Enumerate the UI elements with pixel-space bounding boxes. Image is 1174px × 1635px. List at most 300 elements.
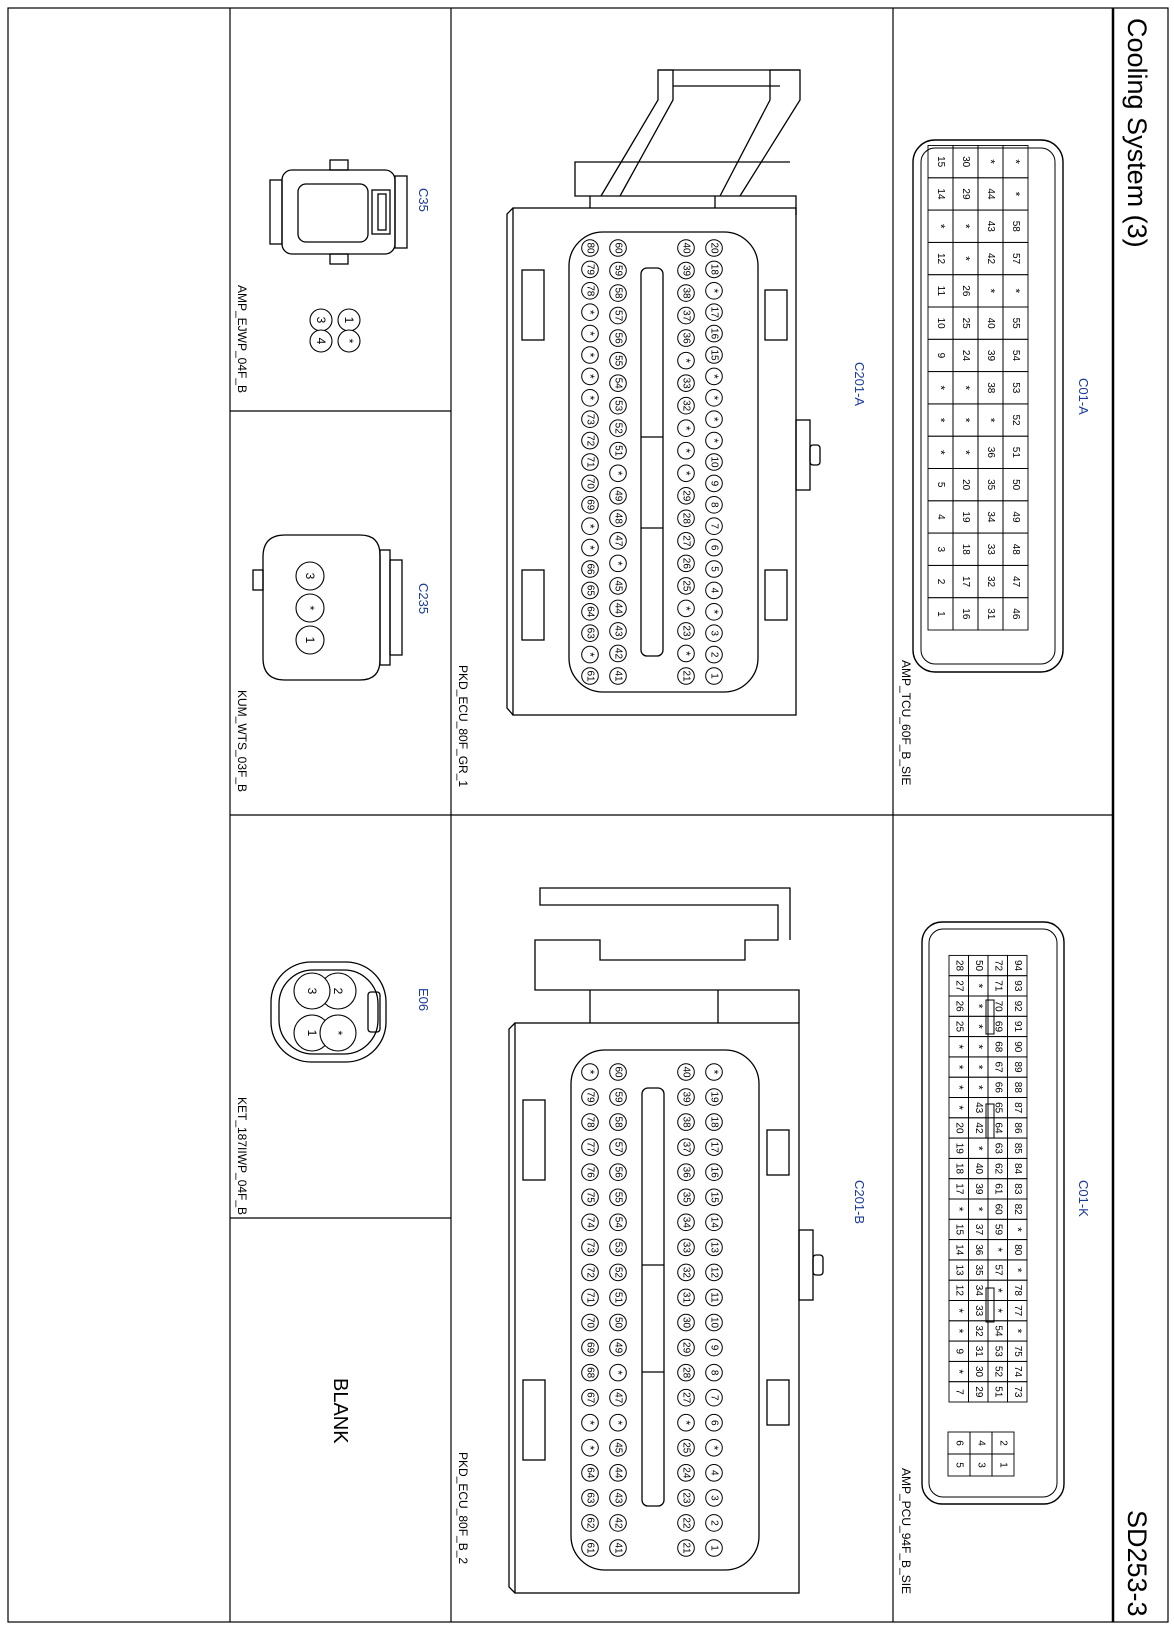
c01k-cell-label: * bbox=[990, 1247, 1005, 1253]
connector-c235 bbox=[235, 535, 431, 792]
c201b-pin-label: 12 bbox=[708, 1266, 720, 1278]
c201a-pin-label: * bbox=[679, 606, 693, 611]
c201b-pin-label: * bbox=[611, 1370, 625, 1375]
c01k-cell-label: 15 bbox=[953, 1223, 965, 1236]
c01k-cell-label: 57 bbox=[992, 1264, 1004, 1276]
c201b-pin-label: 6 bbox=[708, 1419, 720, 1426]
c01k-cell-label: * bbox=[971, 1145, 986, 1151]
c201b-pin-label: 62 bbox=[584, 1517, 596, 1529]
c01k-cell-label: 43 bbox=[972, 1102, 984, 1114]
e06-pin-label: 1 bbox=[305, 1029, 319, 1037]
c01k-cell-label: * bbox=[951, 1105, 966, 1110]
c201a-pin-label: 78 bbox=[584, 285, 596, 297]
c201a-pin-label: 23 bbox=[680, 625, 692, 637]
c201b-pin-label: 2 bbox=[708, 1520, 720, 1526]
c01a-cell-label: 26 bbox=[960, 285, 971, 297]
c01k-cell-label: * bbox=[1010, 1267, 1025, 1273]
c201b-pin-label: 50 bbox=[612, 1316, 624, 1329]
c201a-pin-label: * bbox=[707, 609, 721, 615]
c01a-cell-label: 15 bbox=[935, 156, 946, 168]
c201b-part: PKD_ECU_80F_B_2 bbox=[456, 1452, 470, 1565]
c01a-cell-label: 19 bbox=[960, 511, 971, 523]
c201a-pin-label: 28 bbox=[680, 512, 692, 524]
c201b-pin-label: 24 bbox=[680, 1467, 692, 1479]
c35-id: C35 bbox=[416, 188, 431, 212]
connector-c201b bbox=[456, 888, 867, 1593]
c201a-pin-label: 44 bbox=[612, 602, 624, 614]
c01k-cell-label: 69 bbox=[992, 1020, 1004, 1033]
c01k-cell-label: 80 bbox=[1011, 1244, 1023, 1256]
c01k-cell-label: 88 bbox=[1011, 1081, 1023, 1093]
c01a-cell-label: * bbox=[1008, 159, 1023, 164]
c201a-pin-label: 53 bbox=[612, 400, 624, 412]
c01k-cell-label: * bbox=[971, 1064, 986, 1070]
c201a-pin-label: 26 bbox=[680, 557, 692, 569]
c01k-cell-label: * bbox=[951, 1085, 966, 1090]
connector-c35 bbox=[235, 160, 431, 393]
c201a-pin-label: 52 bbox=[612, 422, 624, 434]
c201b-pin-label: 69 bbox=[584, 1342, 596, 1354]
c201b-pin-label: 47 bbox=[612, 1392, 624, 1404]
c01k-cell-label: 52 bbox=[992, 1365, 1004, 1378]
page-id: SD253-3 bbox=[1122, 1510, 1152, 1617]
c01a-cell-label: 58 bbox=[1010, 220, 1021, 232]
c01k-cell-label: 90 bbox=[1011, 1041, 1023, 1053]
c201b-pin-label: * bbox=[679, 1420, 693, 1426]
c01a-cell-label: * bbox=[983, 159, 998, 164]
c201b-pin-label: 68 bbox=[584, 1367, 596, 1379]
c01k-cell-label: * bbox=[971, 1085, 986, 1090]
c01a-cell-label: 3 bbox=[935, 546, 946, 553]
c201a-pin-label: * bbox=[707, 288, 721, 294]
c201a-pin-label: * bbox=[583, 545, 597, 550]
e06-pin-label: 2 bbox=[331, 987, 345, 995]
c01a-cell-label: * bbox=[958, 223, 973, 229]
c201b-pin-label: 42 bbox=[612, 1517, 624, 1529]
c201a-pin-label: 4 bbox=[708, 587, 720, 594]
c201b-pin-label: 74 bbox=[584, 1216, 596, 1228]
c201b-pin-label: 34 bbox=[680, 1216, 692, 1228]
e06-pin-field bbox=[294, 973, 356, 1051]
c201a-pin-label: 51 bbox=[612, 445, 624, 457]
c201b-pin-label: 39 bbox=[680, 1091, 692, 1103]
c201a-pin-label: 59 bbox=[612, 264, 624, 277]
c201b-pin-label: 13 bbox=[708, 1241, 720, 1253]
c01k-cell-label: * bbox=[990, 1288, 1005, 1293]
c01a-cell-label: 57 bbox=[1010, 252, 1021, 265]
c01k-cell-label: * bbox=[971, 1024, 986, 1029]
c201a-pin-label: * bbox=[611, 470, 625, 476]
c201a-pin-label: 55 bbox=[612, 355, 624, 367]
c01k-small-label: 3 bbox=[975, 1462, 987, 1468]
c201a-pin-field bbox=[582, 240, 723, 685]
c01k-cell-label: 87 bbox=[1011, 1102, 1023, 1114]
c201a-pin-label: 69 bbox=[584, 499, 596, 511]
c01k-cell-label: 93 bbox=[1011, 980, 1023, 992]
c201b-pin-label: 40 bbox=[680, 1066, 692, 1078]
c01a-cell-label: * bbox=[983, 417, 998, 423]
c201a-pin-label: 3 bbox=[708, 630, 720, 636]
c201a-pin-label: 72 bbox=[584, 435, 596, 447]
c01a-cell-label: * bbox=[958, 385, 973, 391]
c01k-cell-label: 63 bbox=[992, 1142, 1004, 1154]
c01k-cell-label: 50 bbox=[972, 959, 984, 972]
c201b-pin-label: 76 bbox=[584, 1166, 596, 1178]
c01k-cell-label: 36 bbox=[972, 1244, 984, 1256]
c235-pin-field bbox=[296, 562, 324, 654]
c01k-small-label: 4 bbox=[975, 1440, 987, 1446]
c201a-pin-label: 71 bbox=[584, 456, 596, 468]
c01k-cell-label: 34 bbox=[972, 1284, 984, 1296]
c201a-pin-label: 42 bbox=[612, 647, 624, 660]
c01k-cell-label: * bbox=[951, 1369, 966, 1374]
c201b-pin-label: * bbox=[707, 1445, 721, 1451]
c201a-pin-label: 20 bbox=[708, 242, 720, 254]
c01a-cell-label: 48 bbox=[1010, 543, 1021, 555]
c201a-pin-label: * bbox=[611, 561, 625, 566]
c201b-pin-label: 63 bbox=[584, 1492, 596, 1504]
c201b-pin-label: 36 bbox=[680, 1166, 692, 1178]
c201b-pin-label: 64 bbox=[584, 1467, 596, 1479]
c01a-cell-label: 40 bbox=[985, 317, 996, 329]
c01k-cell-label: 82 bbox=[1011, 1203, 1023, 1215]
c201a-pin-label: 49 bbox=[612, 490, 624, 502]
c201a-pin-label: 64 bbox=[584, 606, 596, 618]
c01a-cell-label: 11 bbox=[935, 285, 946, 297]
c01k-cell-label: * bbox=[1010, 1328, 1025, 1334]
c235-part: KUM_WTS_03F_B bbox=[235, 690, 249, 793]
c201a-pin-label: 60 bbox=[612, 242, 624, 254]
c201a-pin-label: 33 bbox=[680, 377, 692, 389]
c01k-cell-label: 70 bbox=[992, 1000, 1004, 1012]
c01k-cell-label: 71 bbox=[992, 980, 1004, 992]
c201a-pin-label: * bbox=[583, 652, 597, 657]
c01k-cell-label: 67 bbox=[992, 1061, 1004, 1073]
c01k-cell-label: * bbox=[951, 1044, 966, 1050]
c201a-pin-label: 8 bbox=[708, 502, 720, 508]
c201a-pin-label: 80 bbox=[584, 242, 596, 254]
c201a-pin-label: 70 bbox=[584, 477, 596, 489]
c201a-pin-label: 39 bbox=[680, 264, 692, 277]
c01k-cell-label: 89 bbox=[1011, 1061, 1023, 1073]
connector-c01a bbox=[899, 140, 1091, 785]
c01a-cell-label: * bbox=[1008, 288, 1023, 294]
c01k-cell-label: * bbox=[1010, 1227, 1025, 1232]
c01k-cell-label: 9 bbox=[953, 1348, 965, 1355]
c201a-pin-label: 45 bbox=[612, 580, 624, 592]
c201b-pin-label: 4 bbox=[708, 1470, 720, 1476]
c01a-cell-label: * bbox=[933, 223, 948, 229]
c01k-cell-label: 12 bbox=[953, 1284, 965, 1296]
c201a-pin-label: 29 bbox=[680, 490, 692, 502]
c01a-cell-label: 35 bbox=[985, 479, 996, 491]
c01k-cell-label: 28 bbox=[953, 959, 965, 972]
c201a-pin-label: 57 bbox=[612, 310, 624, 322]
c201a-pin-label: 32 bbox=[680, 400, 692, 412]
c01k-cell-label: 32 bbox=[972, 1325, 984, 1337]
c01a-cell-label: 33 bbox=[985, 543, 996, 555]
c01k-cell-label: 75 bbox=[1011, 1345, 1023, 1357]
c201a-pin-label: * bbox=[707, 374, 721, 379]
c201b-pin-label: 33 bbox=[680, 1241, 692, 1253]
c01a-cell-label: 12 bbox=[935, 252, 946, 265]
c01a-cell-label: 18 bbox=[960, 543, 971, 555]
c201a-pin-label: 36 bbox=[680, 332, 692, 344]
c201a-pin-label: * bbox=[707, 416, 721, 422]
c01k-small-label: 5 bbox=[953, 1462, 965, 1468]
c01k-cell-label: 39 bbox=[972, 1183, 984, 1195]
c01a-cell-label: 4 bbox=[935, 514, 946, 520]
c201b-pin-label: * bbox=[583, 1420, 597, 1426]
c35-part: AMP_EJWP_04F_B bbox=[235, 285, 249, 394]
c201b-pin-label: 38 bbox=[680, 1116, 692, 1128]
c201a-pin-label: 18 bbox=[708, 263, 720, 275]
c201a-pin-label: * bbox=[583, 331, 597, 336]
c201a-pin-label: 79 bbox=[584, 263, 596, 275]
c201a-pin-label: * bbox=[707, 438, 721, 443]
c201b-pin-label: 32 bbox=[680, 1266, 692, 1278]
c201a-pin-label: 41 bbox=[612, 670, 624, 682]
c01k-cell-label: 64 bbox=[992, 1122, 1004, 1134]
c201b-pin-label: 29 bbox=[680, 1342, 692, 1354]
c201a-part: PKD_ECU_80F_GR_1 bbox=[456, 665, 470, 788]
c01k-cell-label: 19 bbox=[953, 1142, 965, 1154]
c01k-cell-label: 7 bbox=[953, 1389, 965, 1395]
c01a-cell-label: 14 bbox=[935, 188, 946, 200]
c01a-part: AMP_TCU_60F_B_SIE bbox=[899, 660, 913, 786]
c01a-id: C01-A bbox=[1076, 378, 1091, 415]
c201a-pin-label: 6 bbox=[708, 544, 720, 551]
c01a-cell-label: 5 bbox=[935, 481, 946, 488]
c01k-cell-label: 29 bbox=[972, 1386, 984, 1398]
c01k-cell-label: 86 bbox=[1011, 1122, 1023, 1134]
c201b-pin-label: * bbox=[611, 1420, 625, 1426]
c01k-cell-label: 65 bbox=[992, 1102, 1004, 1114]
c01a-cell-label: 54 bbox=[1010, 349, 1021, 362]
c01k-cell-label: 92 bbox=[1011, 1000, 1023, 1012]
c01k-cell-label: 30 bbox=[972, 1365, 984, 1378]
c01k-id: C01-K bbox=[1076, 1180, 1091, 1217]
c01k-cell-label: 27 bbox=[953, 980, 965, 992]
c01k-cell-label: 13 bbox=[953, 1264, 965, 1276]
c201b-pin-label: * bbox=[707, 1069, 721, 1075]
c201a-pin-label: * bbox=[583, 395, 597, 401]
c01a-cell-label: 50 bbox=[1010, 479, 1021, 491]
c201b-pin-label: 41 bbox=[612, 1542, 624, 1554]
c201a-pin-label: 7 bbox=[708, 523, 720, 529]
c201b-pin-label: 37 bbox=[680, 1141, 692, 1153]
c01a-cell-label: * bbox=[958, 256, 973, 261]
c201b-pin-label: 70 bbox=[584, 1316, 596, 1329]
c201b-pin-label: 56 bbox=[612, 1166, 624, 1178]
c201b-pin-label: 55 bbox=[612, 1191, 624, 1203]
c201a-pin-label: * bbox=[583, 352, 597, 358]
c01a-cell-label: 42 bbox=[985, 252, 996, 265]
c235-pin-label: 1 bbox=[303, 636, 317, 644]
c01k-cell-label: 18 bbox=[953, 1162, 965, 1175]
c201b-pin-label: 60 bbox=[612, 1066, 624, 1078]
c201b-pin-label: 25 bbox=[680, 1442, 692, 1454]
c201b-pin-label: 23 bbox=[680, 1492, 692, 1504]
c01a-cell-label: 44 bbox=[985, 188, 996, 200]
c201a-pin-label: * bbox=[679, 425, 693, 431]
e06-pin-label: 3 bbox=[305, 987, 319, 995]
connector-c01k bbox=[899, 922, 1091, 1594]
c01k-cell-label: * bbox=[951, 1206, 966, 1212]
c01k-cell-label: 26 bbox=[953, 1000, 965, 1012]
e06-id: E06 bbox=[416, 988, 431, 1012]
c201b-pin-label: 17 bbox=[708, 1141, 720, 1153]
c01a-cell-label: 17 bbox=[960, 575, 971, 588]
c01k-cell-label: 40 bbox=[972, 1162, 984, 1175]
c201a-pin-label: * bbox=[583, 523, 597, 529]
c01a-cell-label: 30 bbox=[960, 156, 971, 168]
c201a-pin-label: 21 bbox=[680, 670, 692, 682]
c201b-pin-label: 61 bbox=[584, 1542, 596, 1554]
c01k-cell-label: 37 bbox=[972, 1223, 984, 1236]
c201a-pin-label: 15 bbox=[708, 349, 720, 361]
c01a-cell-label: 39 bbox=[985, 349, 996, 362]
c01k-cell-label: * bbox=[971, 983, 986, 989]
c01a-cell-label: 36 bbox=[985, 446, 996, 458]
c201b-pin-label: 16 bbox=[708, 1166, 720, 1178]
c201b-pin-label: 75 bbox=[584, 1191, 596, 1203]
c01k-cell-label: 31 bbox=[972, 1345, 984, 1357]
c201a-pin-label: 37 bbox=[680, 310, 692, 322]
c201a-pin-label: 54 bbox=[612, 377, 624, 389]
c201b-pin-label: 59 bbox=[612, 1091, 624, 1103]
c201b-pin-label: 57 bbox=[612, 1141, 624, 1153]
c201a-pin-label: 5 bbox=[708, 566, 720, 572]
c201a-pin-label: 47 bbox=[612, 535, 624, 547]
c201b-pin-label: 45 bbox=[612, 1442, 624, 1454]
c201a-pin-label: 56 bbox=[612, 332, 624, 344]
c01a-cell-label: 55 bbox=[1010, 317, 1021, 329]
c201b-pin-label: 31 bbox=[680, 1291, 692, 1304]
c201a-pin-label: * bbox=[679, 470, 693, 476]
c201b-pin-label: 30 bbox=[680, 1316, 692, 1329]
c01k-cell-label: 59 bbox=[992, 1223, 1004, 1236]
c01a-cell-label: 2 bbox=[935, 578, 946, 585]
c01k-cell-label: 85 bbox=[1011, 1142, 1023, 1154]
c01a-cell-label: 25 bbox=[960, 317, 971, 329]
c01a-cell-label: 1 bbox=[935, 611, 946, 617]
c201b-pin-label: 27 bbox=[680, 1392, 692, 1404]
c201b-pin-label: 8 bbox=[708, 1369, 720, 1376]
c201a-pin-label: * bbox=[707, 395, 721, 401]
c01k-cell-label: * bbox=[951, 1064, 966, 1070]
c201b-pin-label: 73 bbox=[584, 1241, 596, 1253]
c01k-small-label: 6 bbox=[953, 1440, 965, 1446]
c01a-cell-label: 24 bbox=[960, 349, 971, 362]
c201b-pin-label: 14 bbox=[708, 1216, 720, 1228]
c201b-pin-label: 72 bbox=[584, 1266, 596, 1278]
c201a-pin-label: 10 bbox=[708, 456, 720, 468]
c01k-cell-label: 60 bbox=[992, 1203, 1004, 1215]
c01k-cell-label: 53 bbox=[992, 1345, 1004, 1357]
c01a-cell-label: 20 bbox=[960, 479, 971, 491]
c201a-pin-label: * bbox=[679, 358, 693, 363]
c01a-cell-label: 52 bbox=[1010, 414, 1021, 426]
page-title: Cooling System (3) bbox=[1122, 18, 1152, 248]
c201a-pin-label: * bbox=[583, 309, 597, 315]
c201b-pin-label: 15 bbox=[708, 1191, 720, 1203]
c201a-pin-label: 27 bbox=[680, 535, 692, 547]
c01k-cell-label: 94 bbox=[1011, 959, 1023, 972]
c201b-pin-label: 51 bbox=[612, 1291, 624, 1304]
c201a-pin-label: 2 bbox=[708, 651, 720, 658]
c01a-cell-label: 43 bbox=[985, 220, 996, 232]
c01a-cell-label: 53 bbox=[1010, 382, 1021, 394]
c01k-cell-label: 25 bbox=[953, 1020, 965, 1033]
c01a-cell-label: 47 bbox=[1010, 575, 1021, 588]
c201a-pin-label: 48 bbox=[612, 512, 624, 524]
c201b-pin-label: 43 bbox=[612, 1492, 624, 1504]
connector-c201a bbox=[456, 70, 867, 787]
c01k-cell-label: 77 bbox=[1011, 1305, 1023, 1317]
c01a-cell-label: 29 bbox=[960, 188, 971, 200]
c201b-pin-label: 44 bbox=[612, 1467, 624, 1479]
c201a-pin-label: 43 bbox=[612, 625, 624, 637]
c201b-pin-label: 7 bbox=[708, 1394, 720, 1401]
c01k-cell-label: 68 bbox=[992, 1041, 1004, 1053]
c201b-pin-label: 3 bbox=[708, 1495, 720, 1501]
c201a-pin-label: 9 bbox=[708, 480, 720, 487]
c01k-cell-label: * bbox=[971, 1044, 986, 1050]
c201b-pin-label: 9 bbox=[708, 1344, 720, 1351]
e06-pin-label: * bbox=[331, 1030, 345, 1036]
c201a-pin-label: 40 bbox=[680, 242, 692, 254]
e06-part: KET_187IIWP_04F_B bbox=[235, 1097, 249, 1216]
c201a-pin-label: 58 bbox=[612, 287, 624, 299]
c35-pin-label: 1 bbox=[342, 316, 356, 324]
c201a-pin-label: 17 bbox=[708, 306, 720, 318]
c01a-cell-label: * bbox=[983, 288, 998, 294]
c201b-pin-label: 58 bbox=[612, 1116, 624, 1128]
c01k-cell-label: 78 bbox=[1011, 1284, 1023, 1296]
c201b-pin-label: 35 bbox=[680, 1191, 692, 1203]
c01a-cell-label: 34 bbox=[985, 511, 996, 523]
c201a-pin-label: 66 bbox=[584, 563, 596, 575]
c201a-id: C201-A bbox=[852, 362, 867, 407]
c201b-pin-label: * bbox=[583, 1069, 597, 1075]
c201b-pin-label: 11 bbox=[708, 1292, 720, 1303]
c01k-small-label: 1 bbox=[997, 1462, 1009, 1468]
c201b-pin-label: 18 bbox=[708, 1116, 720, 1128]
c201b-pin-label: 19 bbox=[708, 1091, 720, 1103]
c01k-cell-label: 17 bbox=[953, 1183, 965, 1195]
c201a-pin-label: * bbox=[679, 651, 693, 656]
c201a-pin-label: 65 bbox=[584, 584, 596, 596]
c01a-cell-label: * bbox=[933, 385, 948, 391]
c01a-cell-label: 16 bbox=[960, 608, 971, 620]
c01k-cell-label: 84 bbox=[1011, 1162, 1023, 1175]
c01k-cell-label: 83 bbox=[1011, 1183, 1023, 1195]
c01a-cell-label: 51 bbox=[1010, 446, 1021, 458]
c201a-pin-label: 63 bbox=[584, 627, 596, 639]
c01k-cell-label: 66 bbox=[992, 1081, 1004, 1093]
c201b-pin-label: * bbox=[583, 1445, 597, 1451]
c201b-pin-label: 71 bbox=[584, 1291, 596, 1304]
c01k-small-label: 2 bbox=[997, 1440, 1009, 1446]
c01k-cell-label: * bbox=[971, 1206, 986, 1212]
c01a-cell-label: 38 bbox=[985, 382, 996, 394]
c35-pin-label: 4 bbox=[314, 337, 328, 345]
c01k-cell-label: 51 bbox=[992, 1386, 1004, 1398]
c01k-cell-label: 42 bbox=[972, 1122, 984, 1134]
c01a-pin-grid bbox=[928, 146, 1028, 631]
c01k-cell-label: * bbox=[951, 1308, 966, 1313]
